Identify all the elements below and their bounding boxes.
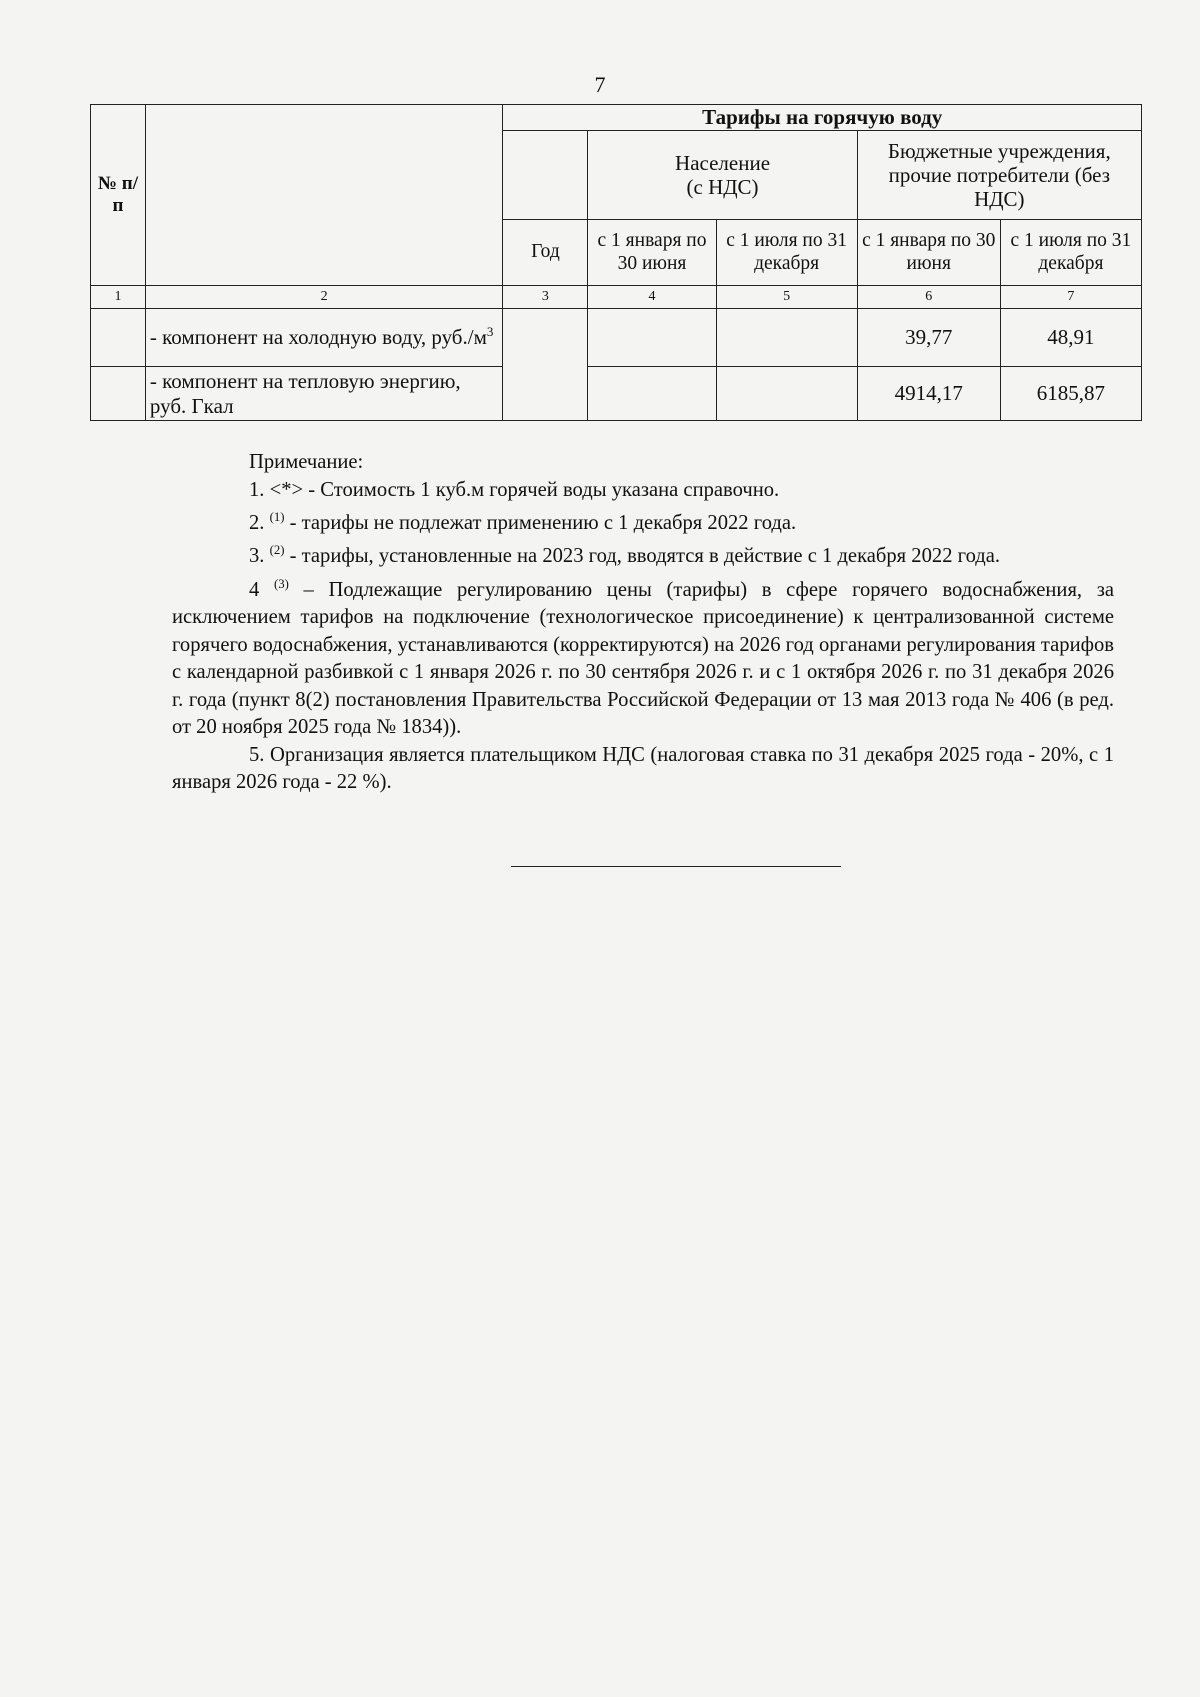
col-number: 6 bbox=[857, 286, 1000, 309]
row-label-cell bbox=[145, 309, 502, 367]
row-label-cell: - компонент на тепловую энергию, руб. Гкал bbox=[145, 367, 502, 421]
note-5: 5. Организация является плательщиком НДС (налоговая ставка по 31 декабря 2025 года - 20%, с 1 января 2026 года - 22 %). bbox=[172, 743, 1114, 794]
header-period-4: с 1 июля по 31 декабря bbox=[1000, 220, 1141, 286]
value-cell-c7: 48,91 bbox=[1000, 309, 1141, 367]
row-label: - компонент на холодную воду, руб./м bbox=[149, 325, 487, 350]
value-cell-c4 bbox=[588, 309, 716, 367]
row-num-cell bbox=[91, 309, 146, 367]
note-4-prefix: 4 bbox=[249, 578, 274, 601]
note-4 bbox=[172, 571, 1114, 742]
value-cell-c6: 39,77 bbox=[857, 309, 1000, 367]
notes-section bbox=[172, 449, 1114, 797]
col-number: 5 bbox=[716, 286, 857, 309]
col-number: 1 bbox=[91, 286, 146, 309]
header-year: Год bbox=[503, 220, 588, 286]
header-budget: Бюджетные учреждения, прочие потребители (без НДС) bbox=[857, 131, 1141, 220]
table-row bbox=[91, 367, 1142, 421]
header-group-title: Тарифы на горячую воду bbox=[503, 105, 1142, 131]
note-3-sup: (2) bbox=[269, 543, 285, 558]
page-number: 7 bbox=[594, 72, 606, 97]
header-population: Население (с НДС) bbox=[588, 131, 857, 220]
note-4-text: – Подлежащие регулированию цены (тарифы) в сфере горячего водоснабжения, за исключением тарифов на подключение (технологическое присоединение) к централизованной системе горячего водоснабжения, устанавливаются (корректируются) на 2026 год органами регулирования тарифов с календарной разбивкой с 1 января 2026 г. по 30 сентября 2026 г. и с 1 октября 2026 г. по 31 декабря 2026 г. года (пункт 8(2) постановления Правительства Российской Федерации от 13 мая 2013 года № 406 (в ред. от 20 ноября 2025 года № 1834)). bbox=[172, 578, 1114, 739]
col-number: 3 bbox=[503, 286, 588, 309]
col-number: 4 bbox=[588, 286, 716, 309]
col-number: 7 bbox=[1000, 286, 1141, 309]
note-2-sup: (1) bbox=[269, 510, 285, 524]
row-num-cell bbox=[91, 367, 146, 421]
row-label-sup: 3 bbox=[486, 324, 494, 340]
note-3-prefix: 3. bbox=[249, 545, 270, 568]
header-period-2: с 1 июля по 31 декабря bbox=[716, 220, 857, 286]
note-2-text: - тарифы не подлежат применению с 1 декабря 2022 года. bbox=[284, 511, 797, 534]
table-row bbox=[91, 309, 1142, 367]
header-name-blank bbox=[145, 105, 502, 286]
header-period-1: с 1 января по 30 июня bbox=[588, 220, 716, 286]
note-4-sup: (3) bbox=[273, 576, 289, 591]
note-2 bbox=[172, 504, 1114, 537]
note-2-prefix: 2. bbox=[249, 511, 270, 534]
tariff-table bbox=[90, 104, 1142, 421]
header-blank-year-group bbox=[503, 131, 588, 220]
value-cell-c5 bbox=[716, 309, 857, 367]
value-cell-c4 bbox=[588, 367, 716, 421]
header-num: № п/п bbox=[91, 105, 146, 286]
note-1: 1. <*> - Стоимость 1 куб.м горячей воды указана справочно. bbox=[249, 478, 780, 501]
notes-title: Примечание: bbox=[249, 451, 364, 473]
header-period-3: с 1 января по 30 июня bbox=[857, 220, 1000, 286]
value-cell-c5 bbox=[716, 367, 857, 421]
year-cell bbox=[503, 309, 588, 421]
value-cell-c6: 4914,17 bbox=[857, 367, 1000, 421]
closing-rule bbox=[511, 866, 841, 867]
value-cell-c7: 6185,87 bbox=[1000, 367, 1141, 421]
col-number: 2 bbox=[145, 286, 502, 309]
note-3-text: - тарифы, установленные на 2023 год, вводятся в действие с 1 декабря 2022 года. bbox=[284, 545, 1001, 568]
note-3 bbox=[172, 537, 1114, 570]
